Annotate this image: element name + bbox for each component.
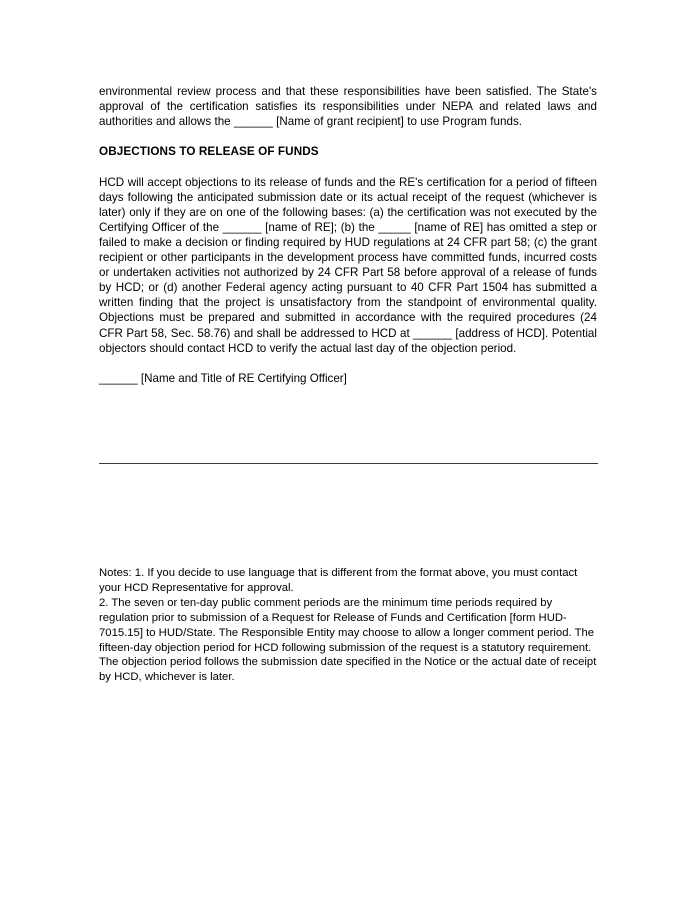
certifying-officer-signature-line: ______ [Name and Title of RE Certifying Officer] — [99, 371, 347, 385]
document-body — [99, 84, 597, 386]
section-heading-objections: OBJECTIONS TO RELEASE OF FUNDS — [99, 145, 319, 159]
paragraph-environmental-review: environmental review process and that these responsibilities have been satisfied. The State's approval of the certification satisfies its responsibilities under NEPA and related laws and authorities and allows the ______ [Name of grant recipient] to use Program funds. — [99, 85, 597, 129]
note-item-2: 2. The seven or ten-day public comment periods are the minimum time periods required by regulation prior to submission of a Request for Release of Funds and Certification [form HUD-7015.15] to HUD/State. The Responsible Entity may choose to allow a longer comment period. The fifteen-day objection period for HCD following submission of the request is a statutory requirement. The objection period follows the submission date specified in the Notice or the actual date of receipt by HCD, whichever is later. — [99, 596, 597, 684]
notes-section — [99, 566, 599, 685]
paragraph-spacer — [99, 129, 597, 144]
signature-spacer — [99, 356, 597, 371]
heading-spacer — [99, 159, 597, 174]
horizontal-divider-rule — [99, 463, 598, 464]
paragraph-objections-body: HCD will accept objections to its release of funds and the RE's certification for a period of fifteen days following the anticipated submission date or its actual receipt of the request (whichever is later) only if they are on one of the following bases: (a) the certification was not executed by the Certifying Officer of the ______ [name of RE]; (b) the _____ [name of RE] has omitted a step or failed to make a decision or finding required by HUD regulations at 24 CFR part 58; (c) the grant recipient or other participants in the development process have committed funds, incurred costs or undertaken activities not authorized by 24 CFR Part 58 before approval of a release of funds by HCD; or (d) another Federal agency acting pursuant to 40 CFR Part 1504 has submitted a written finding that the project is unsatisfactory from the standpoint of environmental quality. Objections must be prepared and submitted in accordance with the required procedures (24 CFR Part 58, Sec. 58.76) and shall be addressed to HCD at ______ [address of HCD]. Potential objectors should contact HCD to verify the actual last day of the objection period. — [99, 175, 597, 355]
note-item-1: Notes: 1. If you decide to use language that is different from the format above, you must contact your HCD Representative for approval. — [99, 567, 578, 594]
